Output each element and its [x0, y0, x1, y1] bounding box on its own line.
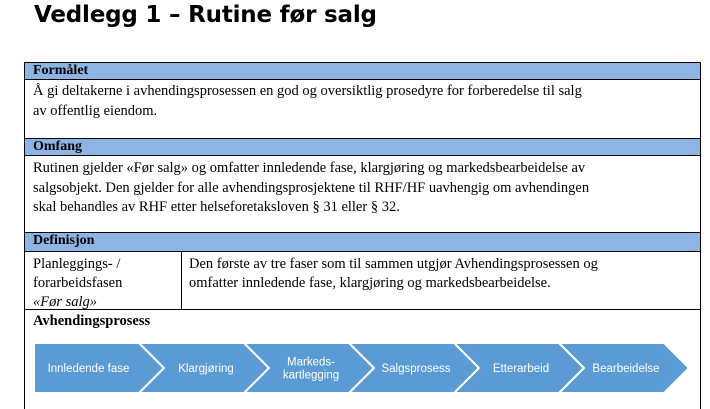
omfang-line: salgsobjekt. Den gjelder for alle avhendingsprosjektene til RHF/HF uavhengig om avhendingen	[33, 179, 590, 196]
formaal-text	[33, 82, 694, 121]
section-heading-formaal: Formålet	[25, 63, 700, 80]
process-step-label: Bearbeidelse	[592, 363, 660, 375]
process-step-label: Markeds-kartlegging	[282, 356, 340, 382]
process-title: Avhendingsprosess	[33, 313, 151, 329]
page-title: Vedlegg 1 – Rutine før salg	[34, 2, 377, 28]
section-heading-omfang: Omfang	[25, 139, 700, 156]
omfang-line: skal behandles av RHF etter helseforetaksloven § 31 eller § 32.	[33, 199, 400, 215]
definition-text	[189, 255, 694, 293]
definition-line: Den første av tre faser som til sammen utgjør Avhendingsprosessen og	[189, 256, 598, 272]
section-heading-definisjon: Definisjon	[25, 233, 700, 252]
divider	[25, 309, 700, 310]
term-line: Planleggings- /	[33, 256, 121, 272]
formaal-line: Å gi deltakerne i avhendingsprosessen en god og oversiktlig prosedyre for forberedelse til salg	[33, 83, 582, 99]
process-step-label: Etterarbeid	[492, 363, 550, 375]
process-step-label: Innledende fase	[47, 363, 130, 375]
term-italic: «Før salg»	[33, 294, 98, 310]
omfang-text	[33, 159, 694, 218]
process-step-label: Salgsprosess	[381, 363, 451, 375]
omfang-line: Rutinen gjelder «Før salg» og omfatter innledende fase, klargjøring og markedsbearbeidelse av	[33, 160, 586, 176]
term-line: forarbeidsfasen	[33, 275, 123, 291]
process-step-label: Klargjøring	[178, 363, 234, 375]
definition-term	[33, 255, 178, 312]
definition-line: omfatter innledende fase, klargjøring og markedsbearbeidelse.	[189, 275, 551, 291]
formaal-line: av offentlig eiendom.	[33, 102, 158, 119]
column-divider	[181, 252, 182, 309]
routine-table	[24, 62, 701, 409]
process-chevron-diagram	[34, 341, 694, 409]
